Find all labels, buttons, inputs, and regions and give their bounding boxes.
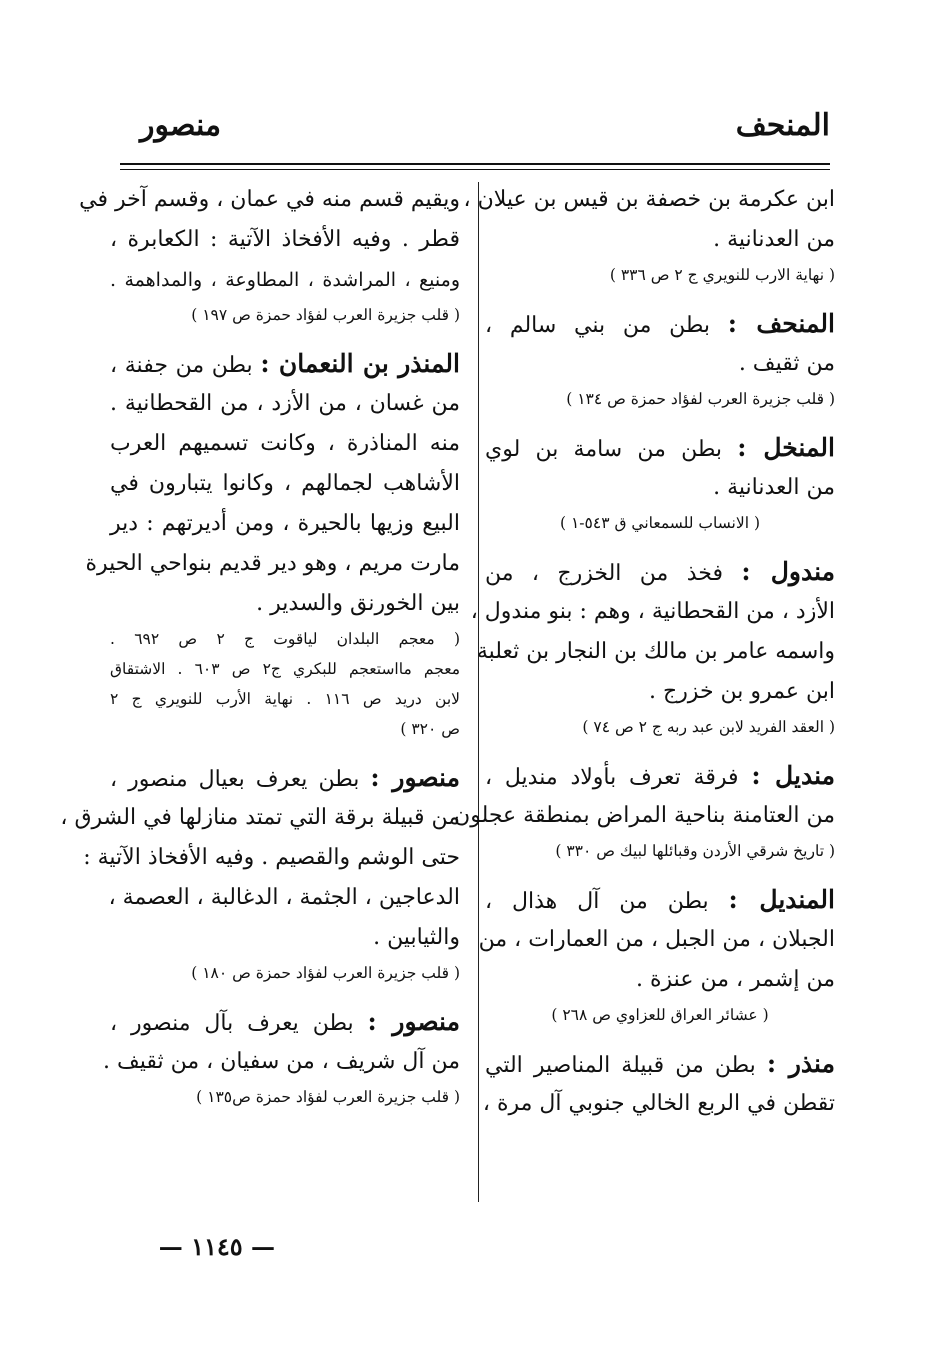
entry-text: بطن من جفنة ، [110, 353, 261, 378]
text-line: من إشمر ، من عنزة . [636, 967, 835, 992]
entry-spacing [485, 866, 835, 880]
entry-line [485, 756, 835, 796]
entry-term: منذر : [766, 1049, 835, 1078]
text-line: بين الخورنق والسدير . [256, 591, 460, 616]
left-column [60, 180, 461, 1210]
reference-citation: ( عشائر العراق للعزاوي ص ٢٦٨ ) [551, 1006, 769, 1024]
text-line: ابن عمرو بن خزرج . [649, 679, 835, 704]
text-line: منه المناذرة ، وكانت تسميهم العرب [110, 431, 460, 456]
entry-line [485, 304, 835, 344]
reference-citation: ( قلب جزيرة العرب لفؤاد حمزة ص ١٨٠ ) [191, 964, 460, 982]
entry-term: منديل : [751, 761, 836, 790]
text-line: من آل شريف ، من سفيان ، من ثقيف . [102, 1049, 460, 1074]
text-line: من ثقيف . [738, 351, 835, 376]
header-rule [120, 163, 830, 165]
entry-spacing [110, 744, 460, 758]
entry-spacing [485, 414, 835, 428]
reference-citation: ( معجم البلدان لياقوت ج ٢ ص ٦٩٢ . [110, 630, 460, 648]
reference-citation: ( تاريخ شرقي الأردن وقبائلها لبيك ص ٣٣٠ ) [555, 842, 835, 860]
entry-text: بطن من سامة بن لوي [485, 437, 738, 462]
page-number: — ١١٤٥ — [158, 1232, 275, 1261]
text-line: الجبلان ، من الجبل ، من العمارات ، من [478, 927, 835, 952]
entry-line [110, 758, 460, 798]
reference-citation: ( العقد الفريد لابن عبد ربه ج ٢ ص ٧٤ ) [582, 718, 835, 736]
entry-text: فرقة تعرف بأولاد منديل ، [485, 765, 752, 790]
entry-line [485, 880, 835, 920]
entry-text: بطن من آل هذال ، [485, 889, 729, 914]
reference-citation: ( الانساب للسمعاني ق ٥٤٣-١ ) [559, 514, 760, 532]
entry-text: بطن من بني سالم ، [485, 313, 728, 338]
text-line: واسمه عامر بن مالك بن النجار بن ثعلبة [476, 639, 835, 664]
text-line: ومنيع ، المراشدة ، المطاوعة ، والمداهمة . [110, 269, 460, 291]
text-line: من قبيلة برقة التي تمتد منازلها في الشرق ، [60, 805, 460, 830]
entry-line [485, 552, 835, 592]
entry-text: بطن من قبيلة المناصير التي [485, 1053, 767, 1078]
reference-citation: ( نهاية الارب للنويري ج ٢ ص ٣٣٦ ) [609, 266, 835, 284]
text-line: ابن عكرمة بن خصفة بن قيس بن عيلان ، [463, 187, 835, 212]
reference-citation: ( قلب جزيرة العرب لفؤاد حمزة ص ١٩٧ ) [191, 306, 460, 324]
running-header-left: منصور [140, 108, 222, 143]
entry-term: المنذر بن النعمان : [260, 349, 460, 378]
entry-term: المنخل : [737, 433, 835, 462]
entry-spacing [110, 330, 460, 344]
text-line: الدعاجين ، الجثمة ، الدغالبة ، العصمة ، [108, 885, 460, 910]
entry-text: فخذ من الخزرج ، من [485, 561, 742, 586]
text-line: تقطن في الربع الخالي جنوبي آل مرة ، [482, 1091, 835, 1116]
entry-term: منصور : [370, 763, 460, 792]
entry-spacing [485, 742, 835, 756]
header-rule-thin [120, 169, 830, 170]
reference-citation: معجم مااستعجم للبكري ج٢ ص ٦٠٣ . الاشتقاق [110, 660, 460, 678]
text-line: من غسان ، من الأزد ، من القحطانية . [110, 391, 460, 416]
entry-term: المنحف : [727, 309, 835, 338]
text-line: قطر . وفيه الأفخاذ الآتية : الكعابرة ، [110, 227, 460, 252]
entry-term: منصور : [367, 1007, 460, 1036]
text-line: من العدنانية . [713, 227, 835, 252]
text-line: والثيابين . [373, 925, 460, 950]
entry-term: المنديل : [728, 885, 835, 914]
text-line: البيع وزيها بالحيرة ، ومن أديرتهم : دير [110, 511, 460, 536]
text-line: من العدنانية . [713, 475, 835, 500]
reference-citation: لابن دريد ص ١١٦ . نهاية الأرب للنويري ج ٢ [110, 690, 461, 708]
entry-line [485, 428, 835, 468]
text-line: مارت مريم ، وهو دير قديم بنواحي الحيرة [85, 551, 460, 576]
column-separator [478, 182, 479, 1202]
running-header-right: المنحف [735, 108, 830, 143]
text-line: من العتامنة بناحية المراض بمنطقة عجلون [454, 803, 835, 828]
entry-text: بطن يعرف بآل منصور ، [110, 1011, 368, 1036]
right-column [454, 180, 836, 1210]
entry-line [110, 1002, 460, 1042]
text-line: الأزد ، من القحطانية ، وهم : بنو مندول ، [470, 599, 835, 624]
entry-spacing [485, 290, 835, 304]
reference-citation: ( قلب جزيرة العرب لفؤاد حمزة ص ١٣٤ ) [566, 390, 835, 408]
reference-citation: ص ٣٢٠ ) [400, 720, 460, 738]
entry-spacing [485, 1030, 835, 1044]
entry-line [485, 1044, 835, 1084]
entry-term: مندول : [741, 557, 835, 586]
text-line: حتى الوشم والقصيم . وفيه الأفخاذ الآتية : [83, 845, 460, 870]
entry-line [110, 344, 460, 384]
reference-citation: ( قلب جزيرة العرب لفؤاد حمزة ص١٣٥ ) [196, 1088, 460, 1106]
entry-spacing [110, 988, 460, 1002]
entry-spacing [485, 538, 835, 552]
text-line: الأشاهب لجمالهم ، وكانوا يتبارون في [110, 471, 460, 496]
entry-text: بطن يعرف بعيال منصور ، [110, 767, 371, 792]
text-line: ويقيم قسم منه في عمان ، وقسم آخر في [79, 187, 460, 212]
